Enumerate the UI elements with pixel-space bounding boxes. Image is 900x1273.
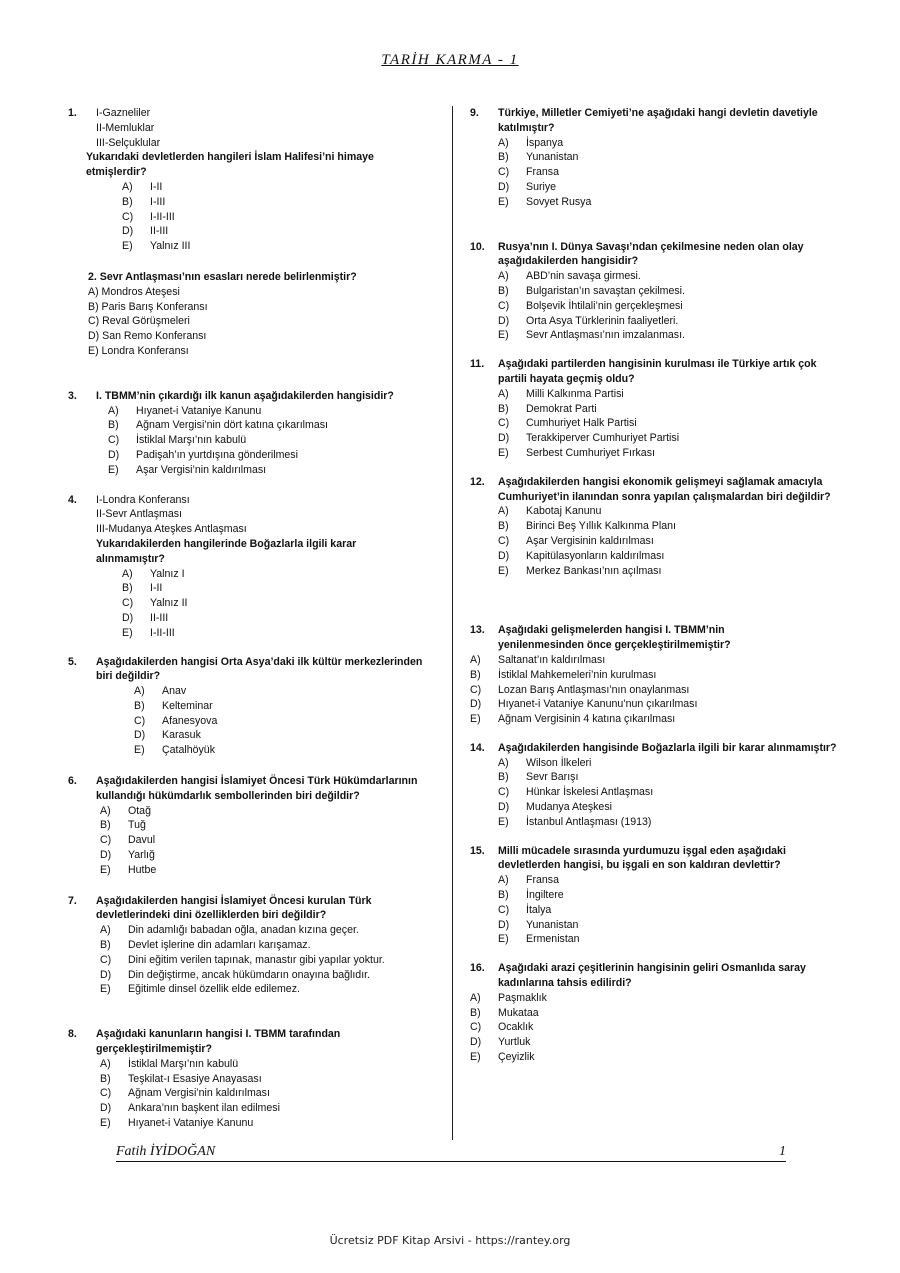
question-text: Milli mücadele sırasında yurdumuzu işgal eden aşağıdaki devletlerden hangisi, bu işgali en son kaldıran devlettir?: [498, 844, 786, 872]
option-a[interactable]: A) Milli Kalkınma Partisi: [498, 387, 624, 400]
option-c[interactable]: C) Cumhuriyet Halk Partisi: [498, 417, 637, 430]
option-c[interactable]: C) İtalya: [498, 903, 552, 916]
option-e[interactable]: E) Ermenistan: [498, 933, 580, 946]
option-a[interactable]: A) Din adamlığı babadan oğla, anadan kızına geçer.: [100, 924, 359, 937]
option-c[interactable]: C) I-II-III: [122, 210, 175, 223]
question-text: Aşağıdakilerden hangisinde Boğazlarla ilgili bir karar alınmamıştır?: [498, 741, 837, 754]
option-b[interactable]: B) Ağnam Vergisi’nin dört katına çıkarılması: [108, 419, 328, 432]
option-b[interactable]: B) Yunanistan: [498, 151, 579, 164]
question-number: 13.: [470, 624, 485, 637]
question-text: Yukarıdakilerden hangilerinde Boğazlarla ilgili karar alınmamıştır?: [96, 537, 357, 565]
option-d[interactable]: D) Ankara’nın başkent ilan edilmesi: [100, 1102, 280, 1115]
item-line: II-Memluklar: [96, 121, 155, 134]
question-2: [68, 270, 443, 359]
page-title: TARİH KARMA - 1: [381, 52, 519, 68]
option-a[interactable]: A) Otağ: [100, 804, 151, 817]
question-number: 3.: [68, 389, 77, 402]
question-15: [470, 844, 870, 948]
question-text: Aşağıdaki kanunların hangisi I. TBMM tarafından gerçekleştirilmemiştir?: [96, 1028, 341, 1056]
source-note: Ücretsiz PDF Kitap Arsivi - https://rantey.org: [329, 1234, 571, 1247]
option-e[interactable]: E) Sevr Antlaşması’nın imzalanması.: [498, 329, 685, 342]
option-e[interactable]: E) Sovyet Rusya: [498, 195, 592, 208]
option-b[interactable]: B) Birinci Beş Yıllık Kalkınma Planı: [498, 520, 676, 533]
option-d[interactable]: D) Suriye: [498, 180, 557, 193]
option-a[interactable]: A) Yalnız I: [122, 567, 185, 580]
option-a[interactable]: A) I-II: [122, 180, 163, 193]
option-c[interactable]: C) Ocaklık: [470, 1021, 534, 1034]
option-e[interactable]: E) Yalnız III: [122, 240, 191, 253]
question-number: 10.: [470, 240, 485, 253]
option-b[interactable]: B) Teşkilat-ı Esasiye Anayasası: [100, 1072, 262, 1085]
option-e[interactable]: E) Çatalhöyük: [134, 744, 215, 757]
question-12: [470, 475, 870, 579]
option-a[interactable]: A) Mondros Ateşesi: [88, 285, 180, 298]
question-11: [470, 357, 870, 461]
option-b[interactable]: B) Paris Barış Konferansı: [88, 300, 208, 313]
question-8: [68, 1027, 443, 1131]
footer-author: Fatih İYİDOĞAN: [116, 1144, 216, 1159]
question-6: [68, 774, 443, 878]
option-e[interactable]: E) Hutbe: [100, 863, 157, 876]
option-a[interactable]: A) Wilson İlkeleri: [498, 756, 592, 769]
question-number: 11.: [470, 358, 485, 371]
item-line: III-Selçuklular: [96, 136, 161, 149]
option-d[interactable]: D) Yurtluk: [470, 1036, 531, 1049]
item-line: II-Sevr Antlaşması: [96, 508, 182, 521]
option-e[interactable]: E) İstanbul Antlaşması (1913): [498, 815, 652, 828]
option-b[interactable]: B) İngiltere: [498, 889, 564, 902]
option-d[interactable]: D) Hıyanet-i Vataniye Kanunu’nun çıkarılması: [470, 698, 698, 711]
option-b[interactable]: B) Tuğ: [100, 819, 146, 832]
option-a[interactable]: A) Fransa: [498, 874, 559, 887]
question-number: 14.: [470, 741, 485, 754]
question-4: [68, 493, 443, 641]
question-text: Aşağıdakilerden hangisi ekonomik gelişmeyi sağlamak amacıyla Cumhuriyet’in ilanından sonra yapılan çalışmalardan biri değildir?: [498, 475, 831, 503]
option-e[interactable]: E) Londra Konferansı: [88, 344, 189, 357]
option-c[interactable]: C) Yalnız II: [122, 597, 188, 610]
footer-author-line: [116, 1145, 786, 1162]
option-d[interactable]: D) II-III: [122, 225, 169, 238]
item-line: III-Mudanya Ateşkes Antlaşması: [96, 523, 247, 536]
question-number: 16.: [470, 962, 485, 975]
question-text: Yukarıdaki devletlerden hangileri İslam Halifesi’ni himaye etmişlerdir?: [86, 151, 374, 179]
option-b[interactable]: B) Kelteminar: [134, 699, 213, 712]
option-b[interactable]: B) I-III: [122, 195, 166, 208]
question-number: 6.: [68, 775, 77, 788]
question-text: Aşağıdaki arazi çeşitlerinin hangisinin geliri Osmanlıda saray kadınlarına tahsis edilirdi?: [498, 962, 806, 990]
question-number: 12.: [470, 475, 485, 488]
option-e[interactable]: E) Serbest Cumhuriyet Fırkası: [498, 446, 655, 459]
option-e[interactable]: E) Çeyizlik: [470, 1051, 535, 1064]
option-c[interactable]: C) Dini eğitim verilen tapınak, manastır gibi yapılar yoktur.: [100, 953, 385, 966]
option-b[interactable]: B) Sevr Barışı: [498, 771, 579, 784]
question-text: Aşağıdaki partilerden hangisinin kurulması ile Türkiye artık çok partili hayata geçmiş oldu?: [498, 358, 817, 385]
question-14: [470, 741, 870, 830]
option-b[interactable]: B) I-II: [122, 582, 163, 595]
option-a[interactable]: A) Anav: [134, 685, 187, 698]
question-7: [68, 894, 443, 998]
option-c[interactable]: C) Reval Görüşmeleri: [88, 315, 190, 328]
option-c[interactable]: C) Afanesyova: [134, 714, 218, 727]
question-text: Rusya’nın I. Dünya Savaşı’ndan çekilmesine neden olan olay aşağıdakilerden hangisidir?: [498, 240, 804, 268]
option-c[interactable]: C) Fransa: [498, 166, 559, 179]
question-text: Aşağıdakilerden hangisi İslamiyet Öncesi kurulan Türk devletlerindeki dini özelliklerden biri değildir?: [96, 894, 372, 922]
option-d[interactable]: D) Karasuk: [134, 729, 201, 742]
option-d[interactable]: D) San Remo Konferansı: [88, 330, 207, 343]
question-number: 7.: [68, 894, 77, 907]
option-d[interactable]: D) Yarlığ: [100, 849, 155, 862]
question-number: 1.: [68, 107, 77, 119]
option-a[interactable]: A) İstiklal Marşı’nın kabulü: [100, 1057, 239, 1070]
option-d[interactable]: D) Mudanya Ateşkesi: [498, 801, 612, 814]
question-number: 15.: [470, 844, 485, 857]
column-divider: [452, 106, 453, 1140]
question-number: 9.: [470, 107, 479, 119]
left-column: [68, 106, 443, 1131]
option-d[interactable]: D) Yunanistan: [498, 918, 579, 931]
option-e[interactable]: E) Ağnam Vergisinin 4 katına çıkarılması: [470, 713, 676, 726]
option-d[interactable]: D) Orta Asya Türklerinin faaliyetleri.: [498, 314, 679, 327]
option-e[interactable]: E) Eğitimle dinsel özellik elde edilemez.: [100, 983, 300, 996]
option-b[interactable]: B) İstiklal Mahkemeleri’nin kurulması: [470, 668, 657, 681]
option-c[interactable]: C) Davul: [100, 834, 156, 847]
option-d[interactable]: D) Din değiştirme, ancak hükümdarın onayına bağlıdır.: [100, 968, 371, 981]
question-text: I. TBMM’nin çıkardığı ilk kanun aşağıdakilerden hangisidir?: [96, 389, 394, 402]
question-text: Aşağıdaki gelişmelerden hangisi I. TBMM’nin yenilenmesinden önce gerçekleştirilmemiştir?: [498, 624, 731, 652]
option-d[interactable]: D) Kapitülasyonların kaldırılması: [498, 549, 665, 562]
question-16: [470, 961, 870, 1065]
item-line: I-Londra Konferansı: [96, 493, 190, 506]
question-10: [470, 240, 870, 344]
option-a[interactable]: A) Hıyanet-i Vataniye Kanunu: [108, 404, 262, 417]
item-line: I-Gazneliler: [96, 107, 151, 119]
question-text: Aşağıdakilerden hangisi İslamiyet Öncesi Türk Hükümdarlarının kullandığı hükümdarlık sembollerinden biri değildir?: [96, 775, 418, 802]
question-number: 8.: [68, 1028, 77, 1041]
option-b[interactable]: B) Devlet işlerine din adamları karışamaz.: [100, 939, 311, 952]
option-c[interactable]: C) Lozan Barış Antlaşması’nın onaylanması: [470, 683, 690, 696]
question-1: [68, 106, 443, 254]
option-b[interactable]: B) Demokrat Parti: [498, 402, 597, 415]
option-c[interactable]: C) Ağnam Vergisi’nin kaldırılması: [100, 1087, 270, 1100]
right-column: [470, 106, 870, 1065]
option-d[interactable]: D) Padişah’ın yurtdışına gönderilmesi: [108, 448, 298, 461]
question-number: 5.: [68, 655, 77, 668]
option-c[interactable]: C) Aşar Vergisinin kaldırılması: [498, 534, 654, 547]
option-d[interactable]: D) Terakkiperver Cumhuriyet Partisi: [498, 432, 680, 445]
option-e[interactable]: E) Merkez Bankası’nın açılması: [498, 564, 662, 577]
option-b[interactable]: B) Mukataa: [470, 1006, 539, 1019]
footer-page-number: 1: [779, 1144, 786, 1159]
option-a[interactable]: A) Saltanat’ın kaldırılması: [470, 653, 606, 666]
question-text: Türkiye, Milletler Cemiyeti’ne aşağıdaki hangi devletin davetiyle katılmıştır?: [498, 107, 818, 134]
option-e[interactable]: E) Hıyanet-i Vataniye Kanunu: [100, 1117, 254, 1130]
question-text: Aşağıdakilerden hangisi Orta Asya’daki ilk kültür merkezlerinden biri değildir?: [96, 655, 423, 683]
question-13: [470, 623, 870, 727]
option-a[interactable]: A) İspanya: [498, 136, 564, 149]
option-e[interactable]: E) I-II-III: [122, 626, 175, 639]
question-number: 4.: [68, 493, 77, 506]
question-9: [470, 106, 870, 210]
option-c[interactable]: C) Hünkar İskelesi Antlaşması: [498, 786, 654, 799]
question-5: [68, 655, 443, 759]
option-c[interactable]: C) İstiklal Marşı’nın kabulü: [108, 434, 247, 447]
question-text: 2. Sevr Antlaşması’nın esasları nerede belirlenmiştir?: [88, 270, 357, 283]
option-a[interactable]: A) ABD’nin savaşa girmesi.: [498, 270, 641, 283]
option-d[interactable]: D) II-III: [122, 611, 169, 624]
option-b[interactable]: B) Bulgaristan’ın savaştan çekilmesi.: [498, 284, 685, 297]
question-3: [68, 389, 443, 478]
option-a[interactable]: A) Kabotaj Kanunu: [498, 505, 602, 518]
option-e[interactable]: E) Aşar Vergisi’nin kaldırılması: [108, 463, 267, 476]
option-a[interactable]: A) Paşmaklık: [470, 991, 547, 1004]
option-c[interactable]: C) Bolşevik İhtilali’nin gerçekleşmesi: [498, 299, 683, 312]
